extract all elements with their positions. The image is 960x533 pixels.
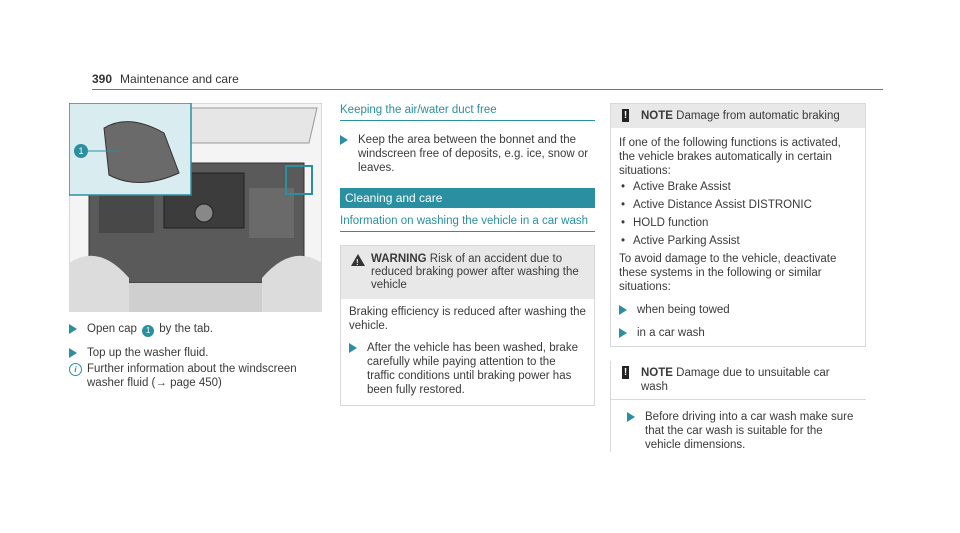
step-arrow-icon <box>619 328 627 338</box>
step-arrow-icon <box>69 348 77 358</box>
info-link-text[interactable]: Further information about the windscreen washer fluid (→ page 450) <box>87 363 297 389</box>
step-arrow-icon <box>69 324 77 334</box>
svg-text:1: 1 <box>78 146 84 156</box>
step-open-cap: Open cap 1 by the tab. <box>69 322 329 337</box>
step-arrow-icon <box>349 343 357 353</box>
list-item: • Active Distance Assist DISTRONIC <box>619 198 857 212</box>
exclamation-icon: ! <box>623 110 628 121</box>
section-bar-cleaning: Cleaning and care <box>340 188 595 208</box>
section-title: Maintenance and care <box>120 72 239 86</box>
note-box-car-wash <box>610 361 866 452</box>
info-note <box>69 362 329 390</box>
info-icon: i <box>69 363 82 376</box>
warning-step: After the vehicle has been washed, brake carefully while paying attention to the traffic conditions until braking power has been fully restored. <box>349 341 586 397</box>
step-arrow-icon <box>619 305 627 315</box>
section-heading-air-duct: Keeping the air/water duct free <box>340 103 595 121</box>
warning-body: Braking efficiency is reduced after washing the vehicle. After the vehicle has been washed, brake carefully while paying attention to the traffic conditions until braking power has been fully restored. <box>349 306 586 396</box>
subsection-heading-car-wash: Information on washing the vehicle in a car wash <box>340 208 595 232</box>
column-middle <box>340 103 595 406</box>
note-box-automatic-braking <box>610 103 866 347</box>
column-right <box>610 103 866 452</box>
callout-1-badge: 1 <box>142 325 154 337</box>
note-header: ! NOTE Damage due to unsuitable car wash <box>623 367 830 393</box>
warning-header: ! WARNING Risk of an accident due to reduced braking power after washing the vehicle <box>341 246 594 299</box>
warning-triangle-icon: ! <box>351 254 365 266</box>
step-top-up: Top up the washer fluid. <box>69 346 329 360</box>
page-number: 390 <box>92 72 113 86</box>
divider <box>611 399 866 400</box>
list-item: • Active Parking Assist <box>619 234 857 248</box>
list-item: • HOLD function <box>619 216 857 230</box>
step-arrow-icon <box>627 412 635 422</box>
step-keep-area-free: Keep the area between the bonnet and the windscreen free of deposits, e.g. ice, snow or leaves. <box>340 133 595 175</box>
engine-bay-image <box>69 103 322 312</box>
step-arrow-icon <box>340 135 348 145</box>
note-step: when being towed <box>619 303 857 317</box>
column-left <box>69 322 329 390</box>
page-header <box>92 72 239 86</box>
exclamation-icon: ! <box>623 367 628 378</box>
note-header: ! NOTE Damage from automatic braking <box>611 104 865 128</box>
note-step: in a car wash <box>619 326 857 340</box>
list-item: • Active Brake Assist <box>619 180 857 194</box>
header-rule <box>92 89 883 90</box>
note-body: If one of the following functions is activated, the vehicle brakes automatically in certain situations: • Active Brake Assist • Active Distance Assist DISTRONIC • HOLD function • Active Parking Assist To avoid damage to the vehicle, deactivate these systems in the following or similar situations: when being towed in a car wash <box>611 128 865 346</box>
note-step: Before driving into a car wash make sure that the car wash is suitable for the vehicle dimensions. <box>619 410 858 452</box>
warning-box <box>340 245 595 406</box>
